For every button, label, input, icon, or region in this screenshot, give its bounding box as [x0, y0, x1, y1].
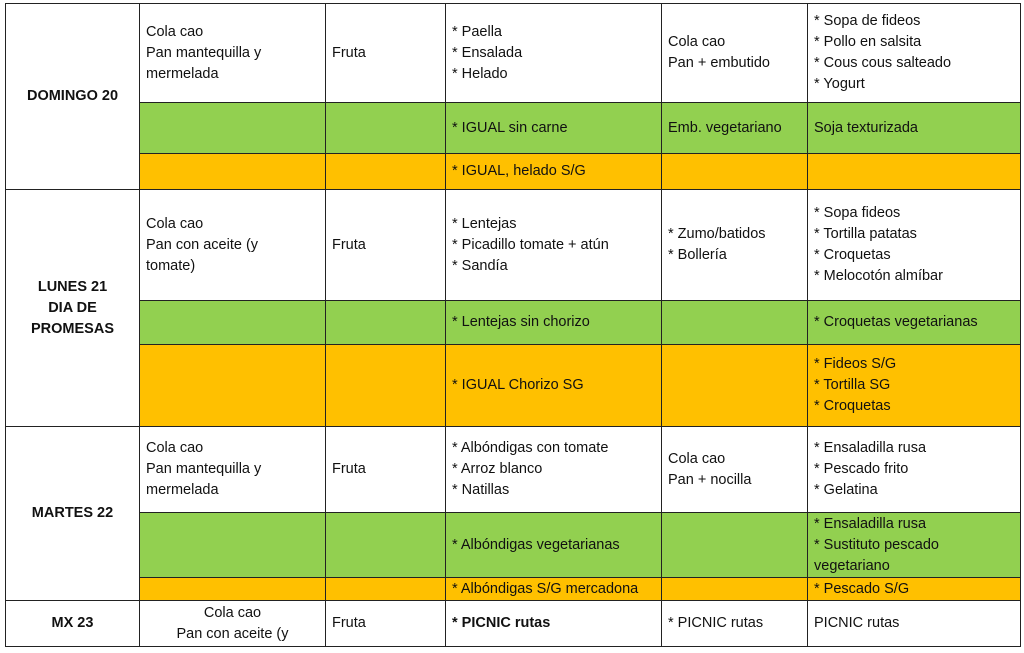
cell-text-line: * Gelatina — [814, 482, 878, 498]
menu-table — [5, 3, 1021, 647]
cell-media-manana — [326, 601, 446, 647]
cell-media-manana — [326, 301, 446, 345]
cell-cena — [808, 345, 1021, 427]
cell-cena — [808, 601, 1021, 647]
cell-text-line: vegetariano — [814, 557, 890, 574]
cell-desayuno — [140, 345, 326, 427]
cell-text-line: * Paella — [452, 23, 502, 40]
row-martes-sin-gluten — [6, 578, 1021, 601]
cell-media-manana — [326, 345, 446, 427]
cell-comida — [446, 103, 662, 154]
row-martes-base — [6, 427, 1021, 513]
cell-comida — [446, 513, 662, 578]
cell-cena — [808, 103, 1021, 154]
row-lunes-vegetariano — [6, 301, 1021, 345]
cell-text-line: * Sustituto pescado — [814, 536, 939, 553]
cell-merienda — [662, 427, 808, 513]
cell-text-line: Fruta — [332, 236, 366, 253]
cell-text-line: * Croquetas — [814, 247, 891, 263]
cell-text-line: * Ensalada — [452, 44, 523, 61]
cell-desayuno — [140, 190, 326, 301]
cell-desayuno — [140, 578, 326, 601]
cell-desayuno — [140, 4, 326, 103]
cell-text-line: Cola cao — [203, 604, 262, 621]
row-domingo-base — [6, 4, 1021, 103]
cell-text-line: * Pescado frito — [814, 461, 909, 477]
cell-merienda — [662, 190, 808, 301]
cell-text-line: mermelada — [146, 482, 219, 498]
cell-text-line: * Picadillo tomate + atún — [452, 236, 609, 253]
cell-desayuno — [140, 513, 326, 578]
cell-desayuno — [140, 103, 326, 154]
row-lunes-sin-gluten — [6, 345, 1021, 427]
cell-media-manana — [326, 103, 446, 154]
row-mx-base — [6, 601, 1021, 647]
cell-text-line: Cola cao — [668, 450, 726, 467]
cell-text-line: * Albóndigas S/G mercadona — [452, 580, 639, 597]
cell-text-line: Fruta — [332, 615, 366, 631]
cell-text-line: * IGUAL sin carne — [452, 119, 568, 136]
cell-text-line: DIA DE — [48, 299, 97, 316]
day-label-lunes — [6, 190, 140, 427]
cell-comida — [446, 301, 662, 345]
cell-comida — [446, 154, 662, 190]
cell-cena — [808, 427, 1021, 513]
cell-text-line: * Helado — [452, 65, 508, 82]
cell-cena — [808, 4, 1021, 103]
cell-comida — [446, 578, 662, 601]
cell-text-line: * Cous cous salteado — [814, 55, 952, 71]
cell-merienda — [662, 103, 808, 154]
cell-text-line: Pan con aceite (y — [146, 236, 259, 253]
cell-text-line: Fruta — [332, 461, 366, 477]
cell-text-line: * Arroz blanco — [452, 461, 543, 477]
cell-text-line: PROMESAS — [31, 320, 114, 337]
cell-text-line: * PICNIC rutas — [668, 615, 764, 631]
cell-text-line: Cola cao — [146, 23, 204, 40]
row-domingo-sin-gluten — [6, 154, 1021, 190]
cell-media-manana — [326, 513, 446, 578]
row-lunes-base — [6, 190, 1021, 301]
cell-cena — [808, 154, 1021, 190]
cell-text-line: * Yogurt — [814, 76, 865, 92]
cell-desayuno — [140, 154, 326, 190]
cell-text-line: * Sandía — [452, 257, 508, 274]
cell-cena — [808, 301, 1021, 345]
cell-text-line: * Pescado S/G — [814, 580, 910, 597]
cell-comida — [446, 345, 662, 427]
cell-text-line: * Croquetas vegetarianas — [814, 314, 978, 330]
cell-merienda — [662, 345, 808, 427]
cell-text-line: * Natillas — [452, 482, 510, 498]
cell-text-line: * Albóndigas con tomate — [452, 440, 609, 456]
cell-cena — [808, 190, 1021, 301]
cell-text-line: * Tortilla patatas — [814, 226, 917, 242]
cell-text-line: Emb. vegetariano — [668, 119, 782, 136]
cell-text-line: * Tortilla SG — [814, 377, 891, 393]
cell-text-line: Pan + embutido — [668, 55, 770, 71]
cell-text-line: * Sopa fideos — [814, 205, 901, 221]
cell-text-line: * IGUAL Chorizo SG — [452, 377, 584, 393]
row-domingo-vegetariano — [6, 103, 1021, 154]
cell-text-line: * Albóndigas vegetarianas — [452, 536, 620, 553]
cell-media-manana — [326, 427, 446, 513]
cell-cena — [808, 578, 1021, 601]
cell-text-line: * Pollo en salsita — [814, 34, 922, 50]
cell-text-line: Pan mantequilla y — [146, 44, 262, 61]
cell-text-line: DOMINGO 20 — [26, 88, 119, 104]
cell-media-manana — [326, 4, 446, 103]
cell-text-line: * Bollería — [668, 247, 727, 263]
row-martes-vegetariano — [6, 513, 1021, 578]
cell-text-line: * Ensaladilla rusa — [814, 515, 927, 532]
cell-text-line: * IGUAL, helado S/G — [452, 163, 586, 179]
day-label-domingo — [6, 4, 140, 190]
day-label-mx — [6, 601, 140, 647]
cell-text-line: * Croquetas — [814, 398, 891, 414]
cell-comida — [446, 601, 662, 647]
cell-text-line: Pan con aceite (y — [176, 625, 289, 642]
cell-merienda — [662, 154, 808, 190]
cell-desayuno — [140, 301, 326, 345]
cell-text-line: Pan + nocilla — [668, 471, 752, 488]
cell-media-manana — [326, 190, 446, 301]
cell-text-line: * Lentejas sin chorizo — [452, 314, 590, 330]
cell-text-line: mermelada — [146, 65, 219, 82]
cell-comida — [446, 427, 662, 513]
cell-text-line: * Melocotón almíbar — [814, 268, 943, 284]
cell-cena — [808, 513, 1021, 578]
cell-text-line: Pan mantequilla y — [146, 461, 262, 477]
cell-text-line: Cola cao — [146, 440, 204, 456]
cell-desayuno — [140, 427, 326, 513]
cell-text-line: * Ensaladilla rusa — [814, 440, 927, 456]
cell-text-line: Soja texturizada — [814, 119, 918, 136]
cell-text-line: MARTES 22 — [31, 505, 114, 521]
cell-comida — [446, 190, 662, 301]
cell-text-line: MX 23 — [51, 615, 94, 631]
cell-text-line: * Sopa de fideos — [814, 13, 921, 29]
cell-merienda — [662, 4, 808, 103]
cell-text-line: * Fideos S/G — [814, 356, 897, 372]
cell-comida — [446, 4, 662, 103]
cell-text-line: tomate) — [146, 257, 196, 274]
cell-merienda — [662, 301, 808, 345]
cell-merienda — [662, 578, 808, 601]
cell-merienda — [662, 513, 808, 578]
cell-text-line: Cola cao — [146, 215, 204, 232]
cell-text-line: Fruta — [332, 44, 366, 61]
cell-text-line: * Lentejas — [452, 215, 517, 232]
cell-media-manana — [326, 578, 446, 601]
day-label-martes — [6, 427, 140, 601]
cell-text-line: * Zumo/batidos — [668, 226, 766, 242]
cell-desayuno — [140, 601, 326, 647]
cell-merienda — [662, 601, 808, 647]
cell-text-line: PICNIC rutas — [814, 615, 900, 631]
cell-text-line: * PICNIC rutas — [452, 615, 551, 631]
cell-text-line: Cola cao — [668, 34, 726, 50]
cell-media-manana — [326, 154, 446, 190]
cell-text-line: LUNES 21 — [37, 278, 108, 295]
